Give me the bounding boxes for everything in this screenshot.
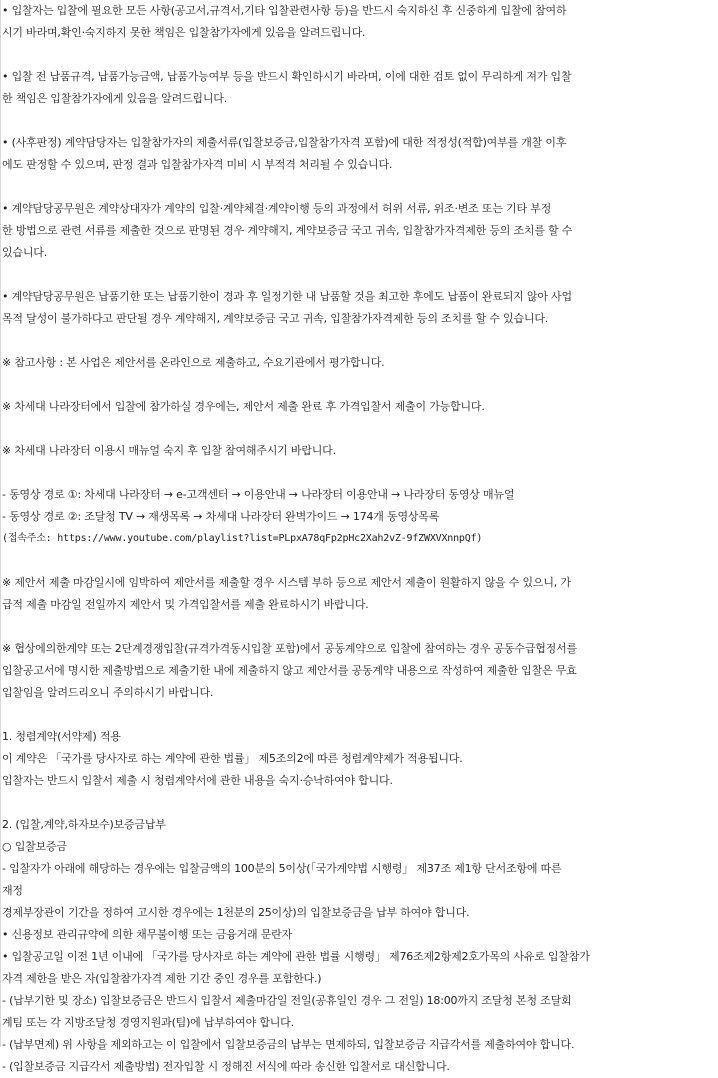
- blank-line: [2, 462, 714, 484]
- text-line: • 입찰 전 납품규격, 납품가능금액, 납품가능여부 등을 반드시 확인하시기 바라며, 이에 대한 검토 없이 무리하게 져가 입찰: [2, 70, 572, 83]
- blank-line: [2, 374, 714, 396]
- text-line: 급적 제출 마감일 전일까지 제안서 및 가격입찰서를 제출 완료하시기 바랍니다.: [2, 598, 369, 611]
- blank-line: [2, 418, 714, 440]
- text-line: 재정: [2, 884, 23, 897]
- text-line: 한 방법으로 관련 서류를 제출한 것으로 판명된 경우 계약해지, 계약보증금 국고 귀속, 입찰참가자격제한 등의 조치를 할 수: [2, 224, 573, 237]
- blank-line: [2, 176, 714, 198]
- text-line: • 입찰공고일 이전 1년 이내에 「국가를 당사자로 하는 계약에 관한 법률 시행령」 제76조제2항제2호가목의 사유로 입찰참가: [2, 950, 590, 963]
- text-line: 계팀 또는 각 지방조달청 경영지원과(팀)에 납부하여야 합니다.: [2, 1016, 294, 1029]
- blank-line: [2, 264, 714, 286]
- blank-line: [2, 616, 714, 638]
- text-line: 이 계약은 「국가를 당사자로 하는 계약에 관한 법률」 제5조의2에 따른 청렴계약제가 적용됩니다.: [2, 752, 463, 765]
- text-line: • 신용정보 관리규약에 의한 채무불이행 또는 금융거래 문란자: [2, 928, 293, 941]
- blank-line: [2, 110, 714, 132]
- text-line: - (납부기한 및 장소) 입찰보증금은 반드시 입찰서 제출마감일 전일(공휴일인 경우 그 전일) 18:00까지 조달청 본청 조달회: [2, 994, 572, 1007]
- text-line: - (납부면제) 위 사항을 제외하고는 이 입찰에서 입찰보증금의 납부는 면제하되, 입찰보증금 지급각서를 제출하여야 합니다.: [2, 1038, 575, 1051]
- text-line: 입찰자는 반드시 입찰서 제출 시 청렴계약서에 관한 내용을 숙지·승낙하여야 합니다.: [2, 774, 393, 787]
- blank-line: [2, 792, 714, 814]
- text-line: 입찰임을 알려드리오니 주의하시기 바랍니다.: [2, 686, 214, 699]
- text-line: - 동영상 경로 ①: 차세대 나라장터 → e-고객센터 → 이용안내 → 나라장터 이용안내 → 나라장터 동영상 매뉴얼: [2, 488, 515, 501]
- blank-line: [2, 44, 714, 66]
- blank-line: [2, 550, 714, 572]
- text-line: 에도 판정할 수 있으며, 판정 결과 입찰참가자격 미비 시 부적격 처리될 수 있습니다.: [2, 158, 393, 171]
- text-line: • 계약담당공무원은 계약상대자가 계약의 입찰·계약체결·계약이행 등의 과정에서 허위 서류, 위조·변조 또는 기타 부정: [2, 202, 552, 215]
- text-line: 목적 달성이 불가하다고 판단될 경우 계약해지, 계약보증금 국고 귀속, 입찰참가자격제한 등의 조치를 할 수 있습니다.: [2, 312, 549, 325]
- text-line: 1. 청렴계약(서약제) 적용: [2, 730, 121, 743]
- text-line: 자격 제한을 받은 자(입찰참가자격 제한 기간 중인 경우를 포함한다.): [2, 972, 322, 985]
- text-line: - (입찰보증금 지급각서 제출방법) 전자입찰 시 정해진 서식에 따라 송신한 입찰서로 대신합니다.: [2, 1060, 450, 1073]
- text-line: ※ 참고사항 : 본 사업은 제안서를 온라인으로 제출하고, 수요기관에서 평가합니다.: [2, 356, 385, 369]
- text-line: ※ 차세대 나라장터 이용시 매뉴얼 숙지 후 입찰 참여해주시기 바랍니다.: [2, 444, 336, 457]
- text-line: ※ 차세대 나라장터에서 입찰에 참가하실 경우에는, 제안서 제출 완료 후 가격입찰서 제출이 가능합니다.: [2, 400, 485, 413]
- blank-line: [2, 704, 714, 726]
- text-line: • (사후판정) 계약담당자는 입찰참가자의 제출서류(입찰보증금,입찰참가자격 포함)에 대한 적정성(적합)여부를 개찰 이후: [2, 136, 567, 149]
- text-line: - 입찰자가 아래에 해당하는 경우에는 입찰금액의 100분의 5이상(「국가계약법 시행령」 제37조 제1항 단서조항에 따른: [2, 862, 562, 875]
- text-line: 시기 바라며,확인·숙지하지 못한 책임은 입찰참가자에게 있음을 알려드립니다.: [2, 26, 366, 39]
- text-line: 입찰공고서에 명시한 제출방법으로 제출기한 내에 제출하지 않고 제안서를 공동계약 내용으로 작성하여 제출한 입찰은 무효: [2, 664, 577, 677]
- text-line: 2. (입찰,계약,하자보수)보증금납부: [2, 818, 166, 831]
- text-line: - 동영상 경로 ②: 조달청 TV → 재생목록 → 차세대 나라장터 완벽가이드 → 174개 동영상목록: [2, 510, 440, 523]
- text-line: 있습니다.: [2, 246, 48, 259]
- blank-line: [2, 330, 714, 352]
- text-line: ※ 제안서 제출 마감일시에 임박하여 제안서를 제출할 경우 시스템 부하 등으로 제안서 제출이 원활하지 않을 수 있으니, 가: [2, 576, 571, 589]
- text-line: ○ 입찰보증금: [2, 840, 67, 853]
- text-line: • 계약담당공무원은 납품기한 또는 납품기한이 경과 후 일정기한 내 납품할 것을 최고한 후에도 납품이 완료되지 않아 사업: [2, 290, 572, 303]
- text-line: 경제부장관이 기간을 정하여 고시한 경우에는 1천분의 25이상)의 입찰보증금을 납부 하여야 합니다.: [2, 906, 470, 919]
- text-line: ※ 협상에의한계약 또는 2단계경쟁입찰(규격가격동시입찰 포함)에서 공동계약으로 입찰에 참여하는 경우 공동수급협정서를: [2, 642, 577, 655]
- text-line: 한 책임은 입찰참가자에게 있음을 알려드립니다.: [2, 92, 228, 105]
- text-line: • 입찰자는 입찰에 필요한 모든 사항(공고서,규격서,기타 입찰관련사항 등)을 반드시 숙지하신 후 신중하게 입찰에 참여하: [2, 4, 567, 17]
- url-line: (접속주소: https://www.youtube.com/playlist?list=PLpxA78qFp2pHc2Xah2vZ-9fZWXVXnnpQf): [2, 533, 483, 544]
